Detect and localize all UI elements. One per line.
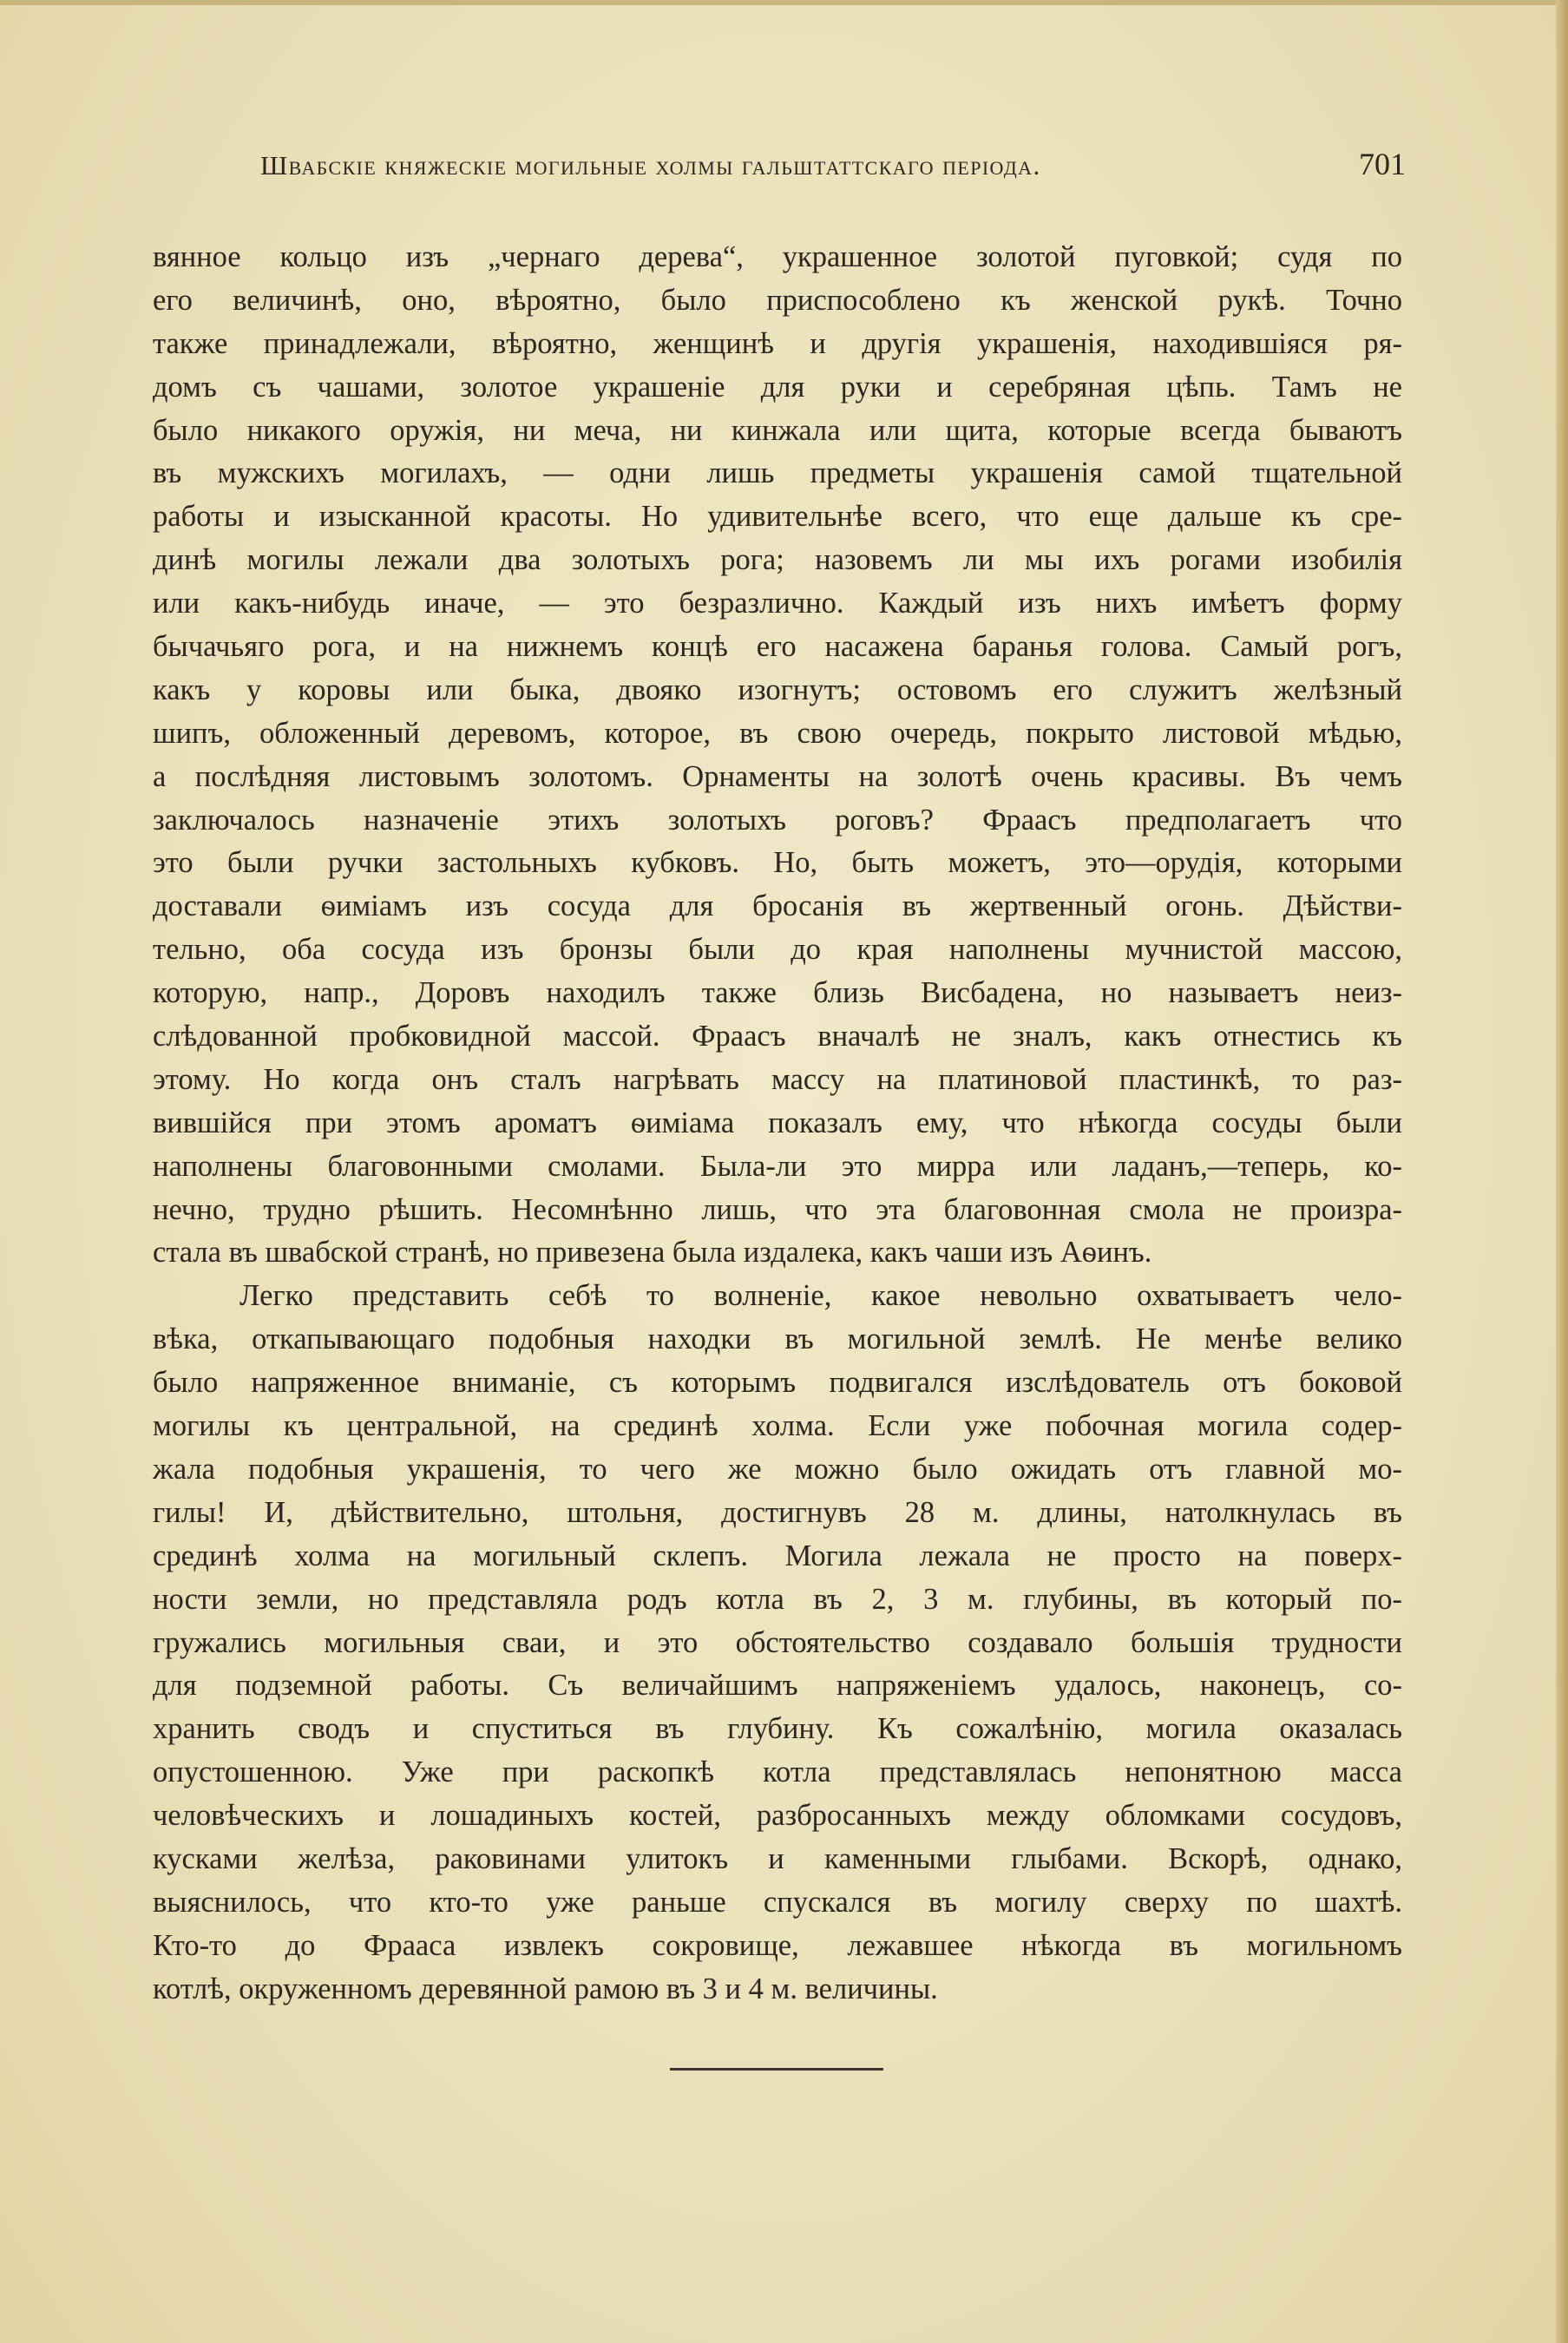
text-line: вѣка, откапывающаго подобныя находки въ могильной землѣ. Не менѣе велико	[153, 1322, 1402, 1356]
text-line: гружались могильныя сваи, и это обстоятельство создавало большія трудности	[153, 1625, 1402, 1659]
text-line: было напряженное вниманіе, съ которымъ подвигался изслѣдователь отъ боковой	[153, 1366, 1402, 1400]
end-rule	[670, 2068, 883, 2071]
running-title: Швабскіе княжескіе могильные холмы гальштаттскаго періода.	[260, 150, 1041, 180]
text-line: вянное кольцо изъ „чернаго дерева“, украшенное золотой пуговкой; судя по	[153, 240, 1402, 273]
paragraph-1	[153, 236, 1402, 1275]
page-right-edge	[1556, 0, 1568, 2343]
text-line: наполнены благовонными смолами. Была-ли это мирра или ладанъ,—теперь, ко-	[153, 1149, 1402, 1183]
text-line: слѣдованной пробковидной массой. Фраасъ вначалѣ не зналъ, какъ отнестись къ	[153, 1020, 1402, 1053]
text-line: бычачьяго рога, и на нижнемъ концѣ его насажена баранья голова. Самый рогъ,	[153, 630, 1402, 664]
text-line: опустошенною. Уже при раскопкѣ котла представлялась непонятною масса	[153, 1756, 1402, 1789]
text-line: которую, напр., Доровъ находилъ также близь Висбадена, но называетъ неиз-	[153, 976, 1402, 1010]
text-line: домъ съ чашами, золотое украшеніе для руки и серебряная цѣпь. Тамъ не	[153, 370, 1402, 404]
text-line: нечно, трудно рѣшить. Несомнѣнно лишь, что эта благовонная смола не произра-	[153, 1192, 1402, 1226]
text-line: могилы къ центральной, на срединѣ холма. Если уже побочная могила содер-	[153, 1409, 1402, 1443]
text-line: шипъ, обложенный деревомъ, которое, въ свою очередь, покрыто листовой мѣдью,	[153, 716, 1402, 750]
text-line: человѣческихъ и лошадиныхъ костей, разбросанныхъ между обломками сосудовъ,	[153, 1799, 1402, 1833]
page-top-edge	[0, 0, 1568, 5]
text-line: доставали ѳиміамъ изъ сосуда для бросанія въ жертвенный огонь. Дѣйстви-	[153, 889, 1402, 923]
text-line: стала въ швабской странѣ, но привезена была издалека, какъ чаши изъ Аѳинъ.	[153, 1236, 1152, 1270]
text-line: заключалось назначеніе этихъ золотыхъ роговъ? Фраасъ предполагаетъ что	[153, 803, 1402, 837]
page-number: 701	[1359, 147, 1406, 181]
text-line: динѣ могилы лежали два золотыхъ рога; назовемъ ли мы ихъ рогами изобилія	[153, 543, 1402, 577]
text-line: Кто-то до Фрааса извлекъ сокровище, лежавшее нѣкогда въ могильномъ	[153, 1928, 1402, 1962]
text-line: котлѣ, окруженномъ деревянной рамою въ 3 и 4 м. величины.	[153, 1972, 938, 2005]
running-header	[260, 146, 1406, 191]
paragraph-2	[153, 1275, 1402, 2011]
text-line: вившійся при этомъ ароматъ ѳиміама показалъ ему, что нѣкогда сосуды были	[153, 1106, 1402, 1139]
text-line: это были ручки застольныхъ кубковъ. Но, быть можетъ, это—орудія, которыми	[153, 846, 1402, 880]
text-line: кусками желѣза, раковинами улитокъ и каменными глыбами. Вскорѣ, однако,	[153, 1841, 1402, 1875]
text-line: хранить сводъ и спуститься въ глубину. Къ сожалѣнію, могила оказалась	[153, 1712, 1402, 1746]
body-text	[153, 236, 1402, 2012]
text-line: а послѣдняя листовымъ золотомъ. Орнаменты на золотѣ очень красивы. Въ чемъ	[153, 759, 1402, 793]
text-line: срединѣ холма на могильный склепъ. Могила лежала не просто на поверх-	[153, 1539, 1402, 1572]
text-line: также принадлежали, вѣроятно, женщинѣ и другія украшенія, находившіяся ря-	[153, 326, 1402, 360]
text-line: тельно, оба сосуда изъ бронзы были до края наполнены мучнистой массою,	[153, 933, 1402, 967]
text-line: выяснилось, что кто-то уже раньше спускался въ могилу сверху по шахтѣ.	[153, 1885, 1402, 1919]
text-line: для подземной работы. Съ величайшимъ напряженіемъ удалось, наконецъ, со-	[153, 1669, 1402, 1703]
text-line: этому. Но когда онъ сталъ нагрѣвать массу на платиновой пластинкѣ, то раз-	[153, 1062, 1402, 1096]
text-line: или какъ-нибудь иначе, — это безразлично. Каждый изъ нихъ имѣетъ форму	[153, 587, 1402, 620]
text-line: его величинѣ, оно, вѣроятно, было приспособлено къ женской рукѣ. Точно	[153, 283, 1402, 317]
text-line: работы и изысканной красоты. Но удивительнѣе всего, что еще дальше къ сре-	[153, 500, 1402, 534]
text-line: въ мужскихъ могилахъ, — одни лишь предметы украшенія самой тщательной	[153, 456, 1402, 490]
text-line: было никакого оружія, ни меча, ни кинжала или щита, которые всегда бываютъ	[153, 413, 1402, 447]
text-line: Легко представить себѣ то волненіе, какое невольно охватываетъ чело-	[239, 1279, 1402, 1313]
text-line: какъ у коровы или быка, двояко изогнутъ; остовомъ его служитъ желѣзный	[153, 673, 1402, 706]
text-line: ности земли, но представляла родъ котла въ 2, 3 м. глубины, въ который по-	[153, 1582, 1402, 1616]
text-line: жала подобныя украшенія, то чего же можно было ожидать отъ главной мо-	[153, 1452, 1402, 1486]
text-line: гилы! И, дѣйствительно, штольня, достигнувъ 28 м. длины, натолкнулась въ	[153, 1495, 1402, 1529]
